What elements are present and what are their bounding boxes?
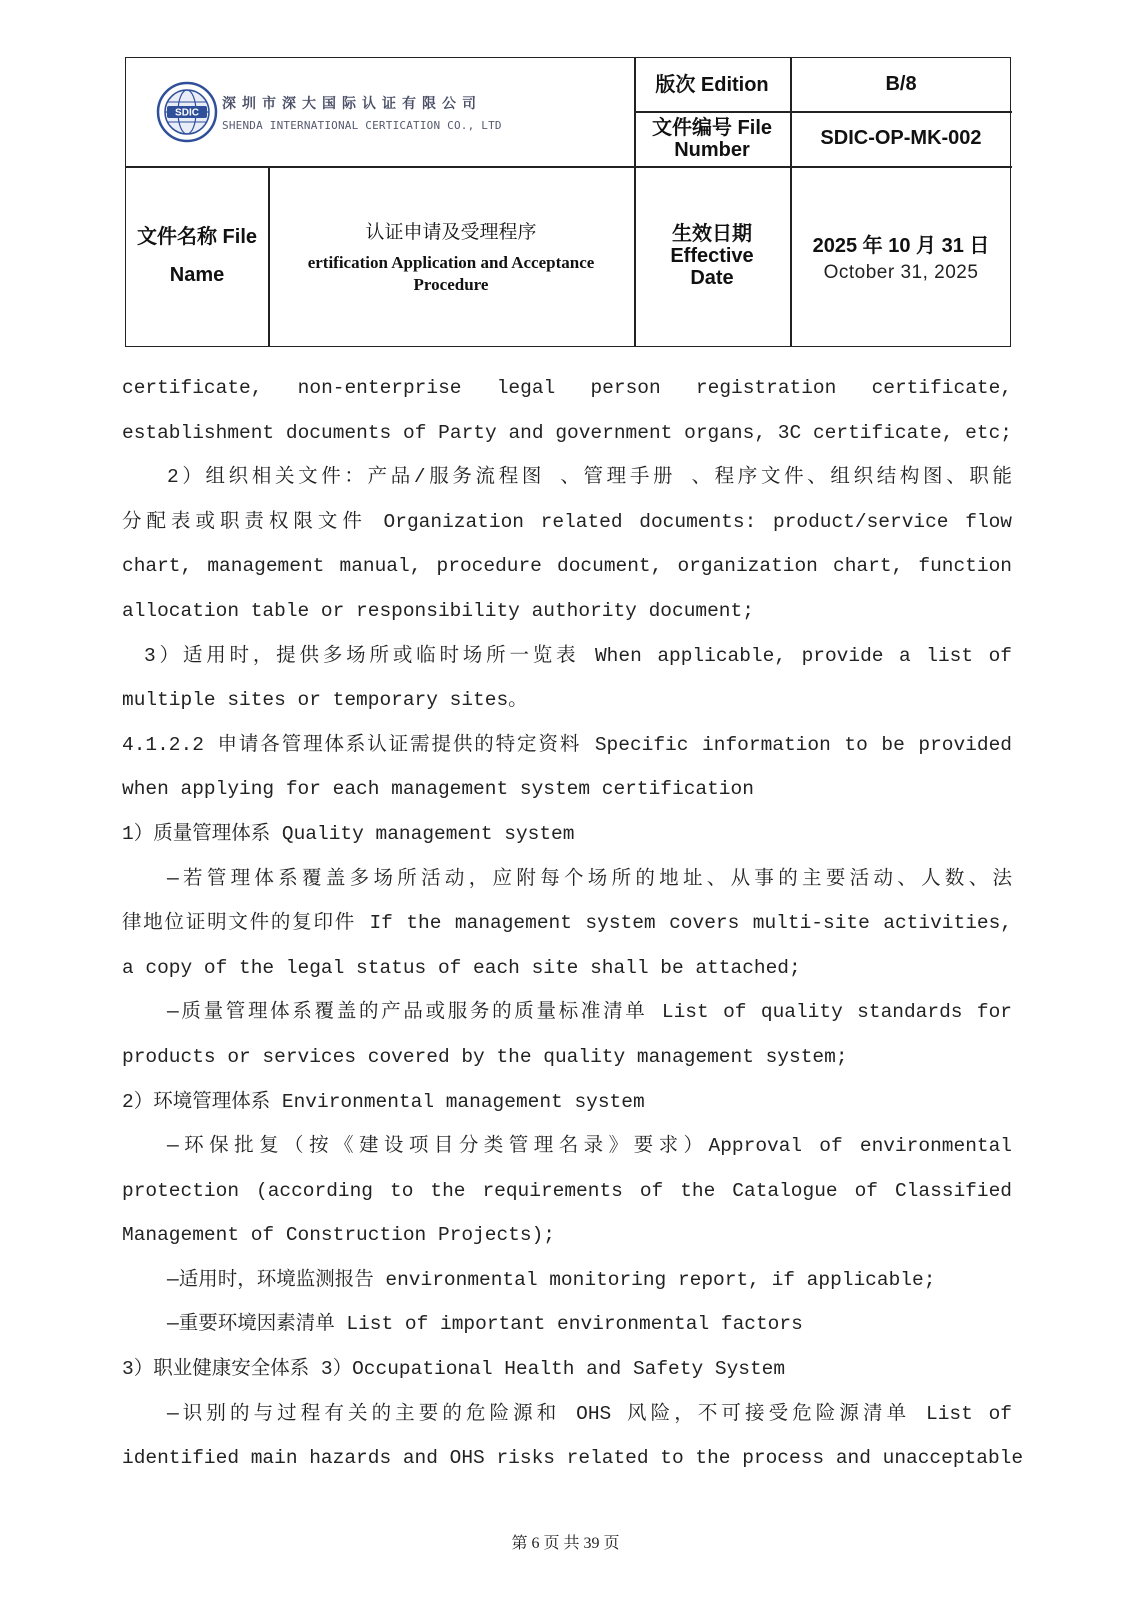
body-line: 2）组织相关文件：产品/服务流程图 、管理手册 、程序文件、组织结构图、职能 bbox=[167, 466, 1012, 489]
body-line: multiple sites or temporary sites。 bbox=[122, 689, 528, 712]
body-line: chart, management manual, procedure document, organization chart, function bbox=[122, 555, 1012, 578]
body-line: —环保批复（按《建设项目分类管理名录》要求）Approval of environmental bbox=[167, 1135, 1012, 1158]
body-line: —适用时，环境监测报告 environmental monitoring report, if applicable; bbox=[167, 1268, 936, 1291]
subsection-heading: 3）职业健康安全体系 3）Occupational Health and Safety System bbox=[122, 1358, 786, 1381]
file-number-label: 文件编号 File bbox=[651, 116, 772, 139]
body-line: a copy of the legal status of each site shall be attached; bbox=[122, 956, 801, 979]
edition-label-cell bbox=[634, 58, 790, 111]
body-line: —若管理体系覆盖多场所活动，应附每个场所的地址、从事的主要活动、人数、法 bbox=[167, 867, 1012, 890]
body-line: products or services covered by the quality management system; bbox=[122, 1045, 848, 1068]
effective-date-label: 生效日期 bbox=[672, 223, 752, 245]
section-heading: 4.1.2.2 申请各管理体系认证需提供的特定资料 Specific information to be provided bbox=[122, 733, 1012, 756]
edition-label: 版次 Edition bbox=[655, 73, 769, 96]
svg-text:SDIC: SDIC bbox=[175, 107, 199, 119]
subsection-heading: 1）质量管理体系 Quality management system bbox=[122, 822, 575, 845]
body-line: —识别的与过程有关的主要的危险源和 OHS 风险，不可接受危险源清单 List of bbox=[167, 1402, 1012, 1425]
document-body bbox=[122, 366, 1024, 1481]
company-logo-icon bbox=[156, 81, 218, 143]
effective-date-en: October 31, 2025 bbox=[823, 261, 979, 283]
company-logo-cell bbox=[126, 58, 634, 166]
document-title-en: Procedure bbox=[413, 274, 489, 294]
body-line: Management of Construction Projects); bbox=[122, 1224, 555, 1247]
edition-value-cell bbox=[790, 58, 1012, 111]
body-line: when applying for each management system certification bbox=[122, 778, 754, 801]
edition-value: B/8 bbox=[885, 73, 917, 95]
body-line: —重要环境因素清单 List of important environmental factors bbox=[167, 1313, 803, 1336]
effective-date-label: Date bbox=[690, 267, 734, 289]
body-line: 3）适用时，提供多场所或临时场所一览表 When applicable, provide a list of bbox=[144, 644, 1012, 667]
body-line: identified main hazards and OHS risks related to the process and unacceptable bbox=[122, 1447, 1024, 1470]
file-number-label-cell bbox=[634, 111, 790, 166]
company-name-cn: 深圳市深大国际认证有限公司 bbox=[222, 95, 482, 112]
body-line: allocation table or responsibility authority document; bbox=[122, 599, 754, 622]
effective-date-value-cell bbox=[790, 166, 1012, 346]
file-number-value: SDIC-OP-MK-002 bbox=[820, 127, 982, 149]
body-line: establishment documents of Party and government organs, 3C certificate, etc; bbox=[122, 421, 1012, 444]
effective-date-label: Effective bbox=[670, 245, 754, 267]
document-title-en: ertification Application and Acceptance bbox=[307, 252, 595, 272]
document-title-cn: 认证申请及受理程序 bbox=[365, 221, 537, 243]
document-header-table bbox=[125, 57, 1011, 347]
body-line: protection (according to the requirements of the Catalogue of Classified bbox=[122, 1179, 1012, 1202]
subsection-heading: 2）环境管理体系 Environmental management system bbox=[122, 1090, 645, 1113]
file-name-label: 文件名称 File bbox=[136, 226, 257, 248]
file-number-label: Number bbox=[674, 138, 750, 161]
body-line: 分配表或职责权限文件 Organization related documents: product/service flow bbox=[122, 510, 1012, 533]
company-name-en: SHENDA INTERNATIONAL CERTICATION CO., LTD bbox=[222, 118, 502, 132]
company-name-block bbox=[222, 93, 502, 132]
effective-date-label-cell bbox=[634, 166, 790, 346]
file-name-label-cell bbox=[126, 166, 268, 346]
effective-date-cn: 2025 年 10 月 31 日 bbox=[812, 234, 990, 257]
file-name-label: Name bbox=[169, 264, 225, 286]
body-line: 律地位证明文件的复印件 If the management system covers multi-site activities, bbox=[122, 912, 1012, 935]
document-title-cell bbox=[268, 166, 634, 346]
body-line: certificate, non-enterprise legal person registration certificate, bbox=[122, 377, 1012, 399]
file-number-value-cell bbox=[790, 111, 1012, 166]
body-line: —质量管理体系覆盖的产品或服务的质量标准清单 List of quality standards for bbox=[167, 1001, 1012, 1024]
page-number: 第 6 页 共 39 页 bbox=[511, 1535, 620, 1552]
